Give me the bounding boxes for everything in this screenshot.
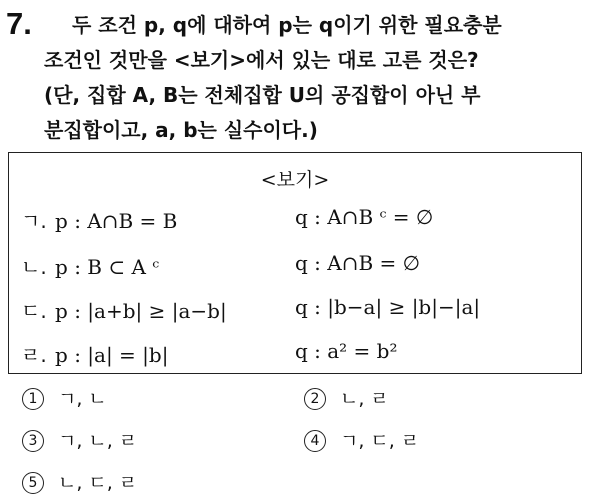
choice-3[interactable] (22, 426, 137, 453)
choice-5[interactable] (22, 468, 137, 495)
question-stem (44, 8, 604, 148)
bogi-condition-q: q : A∩B = ∅ (295, 251, 421, 275)
bogi-label: ㄱ. (21, 209, 47, 233)
bogi-box (8, 152, 582, 374)
bogi-condition-q: q : a² = b² (295, 339, 398, 363)
bogi-condition-p (21, 205, 177, 234)
bogi-condition-p (21, 251, 159, 280)
bogi-p-text: p : B ⊂ A ᶜ (55, 255, 160, 279)
question-line: 조건인 것만을 <보기>에서 있는 대로 고른 것은? (44, 48, 479, 72)
question-number: 7. (6, 6, 32, 41)
choice-number-circle: 2 (304, 388, 326, 410)
choice-text: ㄱ, ㄴ, ㄹ (58, 430, 138, 452)
choice-number-circle: 1 (22, 388, 44, 410)
bogi-p-text: p : |a| = |b| (55, 343, 169, 367)
bogi-p-text: p : |a+b| ≥ |a−b| (55, 299, 227, 323)
choice-text: ㄴ, ㄷ, ㄹ (58, 472, 138, 494)
choice-text: ㄱ, ㄷ, ㄹ (340, 430, 420, 452)
question-line: 분집합이고, a, b는 실수이다.) (44, 118, 318, 142)
choice-number-circle: 4 (304, 430, 326, 452)
bogi-label: ㄷ. (21, 299, 47, 323)
bogi-label: ㄹ. (21, 343, 47, 367)
choice-text: ㄱ, ㄴ (58, 388, 107, 410)
question-line: (단, 집합 A, B는 전체집합 U의 공집합이 아닌 부 (44, 83, 481, 107)
choice-4[interactable] (304, 426, 419, 453)
bogi-condition-p (21, 295, 227, 324)
bogi-condition-p (21, 339, 168, 368)
choice-text: ㄴ, ㄹ (340, 388, 389, 410)
bogi-condition-q: q : |b−a| ≥ |b|−|a| (295, 295, 481, 319)
bogi-row (9, 251, 581, 291)
choice-2[interactable] (304, 384, 389, 411)
bogi-label: ㄴ. (21, 255, 47, 279)
choice-number-circle: 3 (22, 430, 44, 452)
question-line: 두 조건 p, q에 대하여 p는 q이기 위한 필요충분 (72, 13, 502, 37)
bogi-condition-q: q : A∩B ᶜ = ∅ (295, 205, 434, 229)
bogi-row (9, 339, 581, 379)
choice-1[interactable] (22, 384, 107, 411)
bogi-row (9, 205, 581, 245)
bogi-row (9, 295, 581, 335)
choice-number-circle: 5 (22, 472, 44, 494)
bogi-p-text: p : A∩B = B (55, 209, 178, 233)
bogi-title: <보기> (260, 169, 330, 191)
